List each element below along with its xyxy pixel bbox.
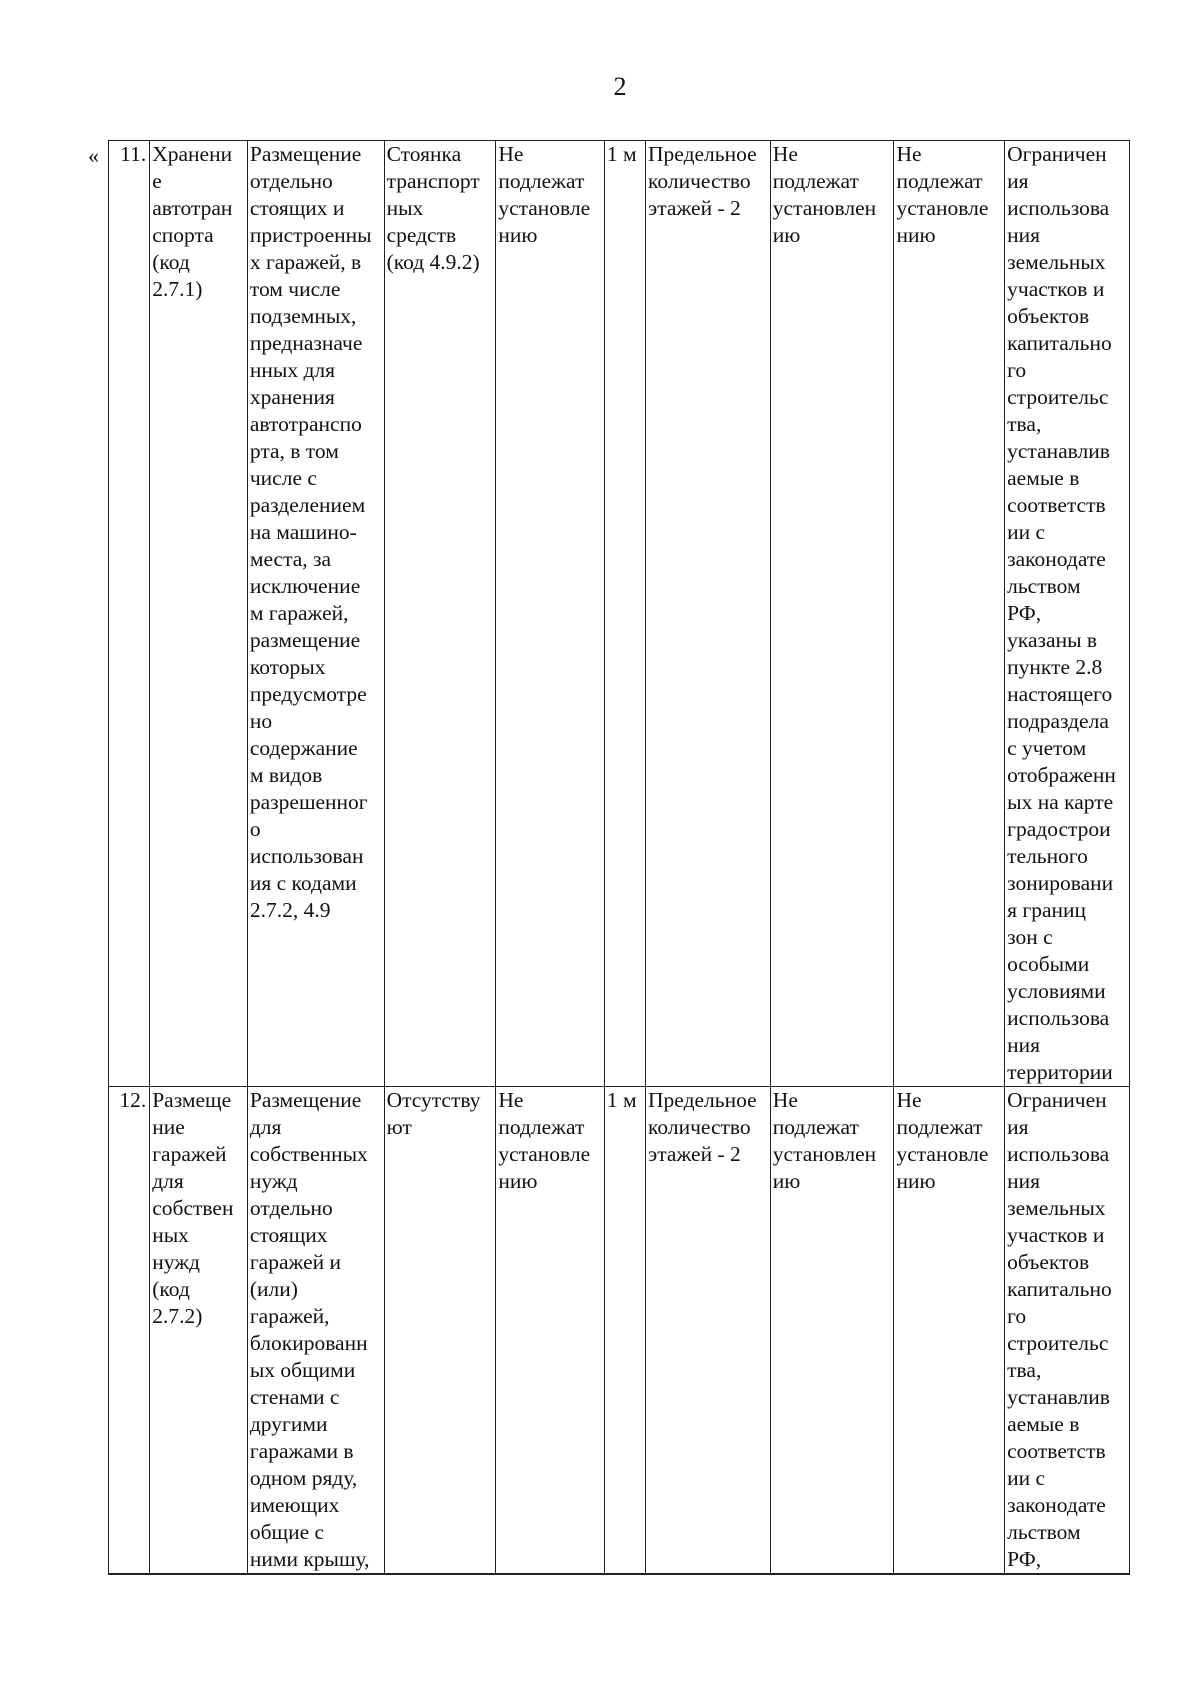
floors-limit-cell: Предельное количество этажей - 2 (646, 1087, 771, 1575)
setback-cell: 1 м (604, 141, 645, 1087)
use-name-cell: Хранени е автотран спорта (код 2.7.1) (150, 141, 248, 1087)
coverage-cell: Не подлежат установлен ию (770, 1087, 894, 1575)
auxiliary-use-cell: Отсутству ют (384, 1087, 496, 1575)
opening-quote-mark: « (88, 143, 99, 168)
floors-limit-cell: Предельное количество этажей - 2 (646, 141, 771, 1087)
use-description-cell: Размещение отдельно стоящих и пристроенны х гаражей, в том числе подземных, предназначе нных для хранения автотранспо рта, в том числе с разделением на машино- места, за исключение м гаражей, размещение которых предусмотре но содержание м видов разрешенног о использован ия с кодами 2.7.2, 4.9 (247, 141, 384, 1087)
setback-cell: 1 м (604, 1087, 645, 1575)
row-number: 11. (109, 141, 150, 1087)
restrictions-cell: Ограничен ия использова ния земельных участков и объектов капитально го строительс тва, устанавлив аемые в соответств ии с законодате льством РФ, указаны в пункте 2.8 настоящего подраздела с учетом отображенн ых на карте градострои тельного зонировани я границ зон с особыми условиями использова ния территории (1005, 141, 1130, 1087)
restrictions-cell: Ограничен ия использова ния земельных участков и объектов капитально го строительс тва, устанавлив аемые в соответств ии с законодате льством РФ, (1005, 1087, 1130, 1575)
use-name-cell: Размеще ние гаражей для собствен ных нужд (код 2.7.2) (150, 1087, 248, 1575)
other-params-cell: Не подлежат установле нию (894, 1087, 1005, 1575)
coverage-cell: Не подлежат установлен ию (770, 141, 894, 1087)
use-description-cell: Размещение для собственных нужд отдельно стоящих гаражей и (или) гаражей, блокированн ых общими стенами с другими гаражами в одном ряду, имеющих общие с ними крышу, (247, 1087, 384, 1575)
row-number: 12. (109, 1087, 150, 1575)
other-params-cell: Не подлежат установле нию (894, 141, 1005, 1087)
plot-area-cell: Не подлежат установле нию (496, 1087, 605, 1575)
table-row (109, 141, 1130, 1087)
table-row (109, 1087, 1130, 1575)
page-number: 2 (613, 72, 627, 101)
plot-area-cell: Не подлежат установле нию (496, 141, 605, 1087)
auxiliary-use-cell: Стоянка транспорт ных средств (код 4.9.2) (384, 141, 496, 1087)
regulations-table (108, 140, 1130, 1575)
